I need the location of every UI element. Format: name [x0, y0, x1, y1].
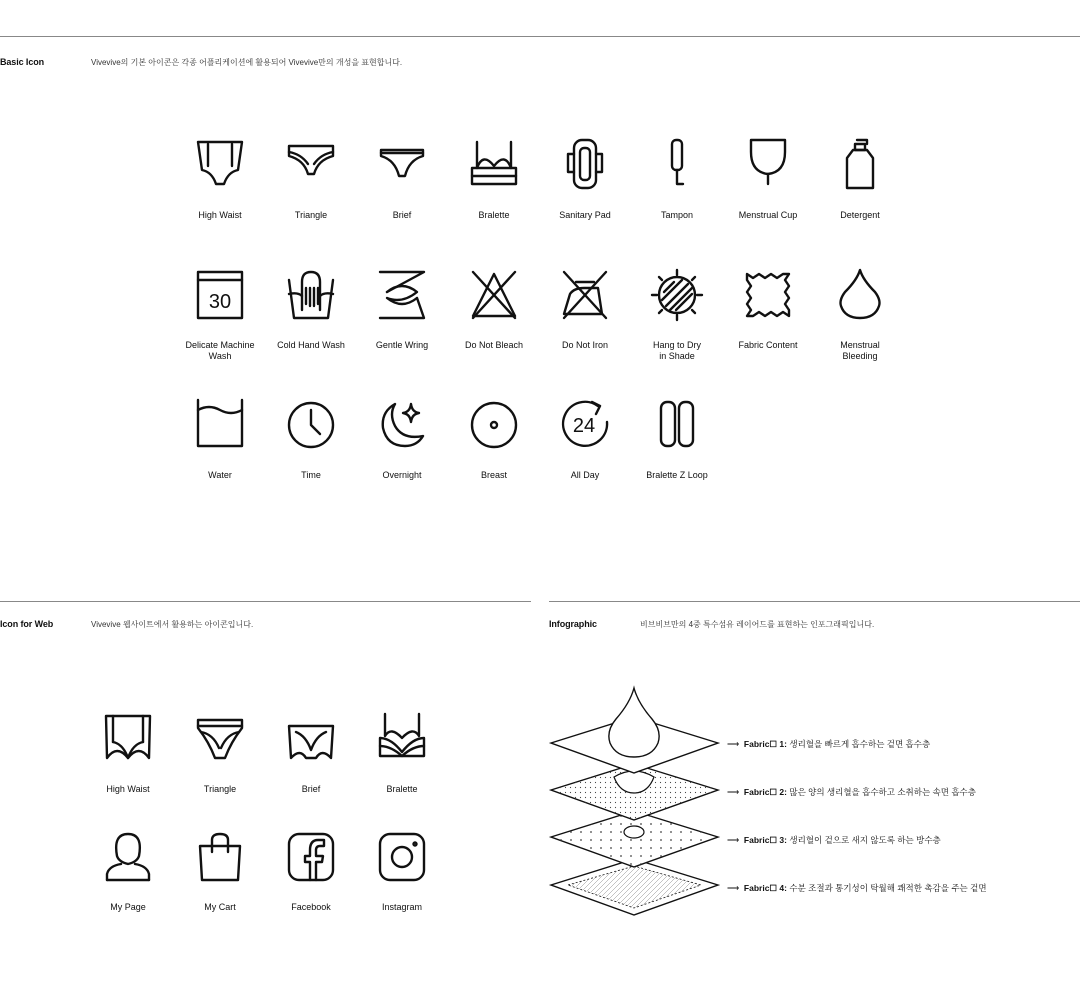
top-rule	[0, 36, 1080, 37]
breast-icon: Breast	[449, 400, 539, 510]
delicate-machine-wash-icon: 30 Delicate Machine Wash	[175, 270, 265, 380]
hang-to-dry-in-shade-icon: Hang to Dry in Shade	[632, 270, 722, 380]
web-triangle-icon: Triangle	[175, 714, 265, 824]
triangle-icon: Triangle	[266, 140, 356, 250]
tampon-icon: Tampon	[632, 140, 722, 250]
time-icon: Time	[266, 400, 356, 510]
bralette-z-loop-icon: Bralette Z Loop	[632, 400, 722, 510]
menstrual-bleeding-icon: Menstrual Bleeding	[815, 270, 905, 380]
basic-desc: Vivevive의 기본 아이콘은 각종 어플리케이션에 활용되어 Vivevive만의 개성을 표현합니다.	[91, 58, 403, 67]
arrow-right-icon: ⟶	[727, 787, 740, 797]
info-desc: 비브비브만의 4중 특수섬유 레이어드를 표현하는 인포그래픽입니다.	[640, 620, 875, 629]
gentle-wring-icon: Gentle Wring	[357, 270, 447, 380]
sanitary-pad-icon: Sanitary Pad	[540, 140, 630, 250]
brief-icon: Brief	[357, 140, 447, 250]
overnight-icon: Overnight	[357, 400, 447, 510]
web-desc: Vivevive 웹사이트에서 활용하는 아이콘입니다.	[91, 620, 254, 629]
facebook-icon[interactable]: Facebook	[266, 832, 356, 942]
layer-2-caption: ⟶ Fabric☐ 2: 많은 양의 생리혈을 흡수하고 소취하는 속면 흡수층	[727, 787, 976, 797]
do-not-bleach-icon: Do Not Bleach	[449, 270, 539, 380]
arrow-right-icon: ⟶	[727, 739, 740, 749]
web-high-waist-icon: High Waist	[83, 714, 173, 824]
info-title: Infographic	[549, 619, 597, 629]
layer-3-caption: ⟶ Fabric☐ 3: 생리혈이 겉으로 새지 않도록 하는 방수층	[727, 835, 941, 845]
arrow-right-icon: ⟶	[727, 835, 740, 845]
layer-1-caption: ⟶ Fabric☐ 1: 생리혈을 빠르게 흡수하는 겉면 흡수층	[727, 739, 931, 749]
bralette-icon: Bralette	[449, 140, 539, 250]
cold-hand-wash-icon: Cold Hand Wash	[266, 270, 356, 380]
water-icon: Water	[175, 400, 265, 510]
web-title: Icon for Web	[0, 619, 54, 629]
web-rule	[0, 601, 531, 602]
do-not-iron-icon: Do Not Iron	[540, 270, 630, 380]
high-waist-icon: High Waist	[175, 140, 265, 250]
my-cart-icon[interactable]: My Cart	[175, 832, 265, 942]
detergent-icon: Detergent	[815, 140, 905, 250]
menstrual-cup-icon: Menstrual Cup	[723, 140, 813, 250]
web-brief-icon: Brief	[266, 714, 356, 824]
svg-text:30: 30	[208, 291, 232, 313]
all-day-icon: 24 All Day	[540, 400, 630, 510]
my-page-icon[interactable]: My Page	[83, 832, 173, 942]
info-rule	[549, 601, 1080, 602]
web-bralette-icon: Bralette	[357, 714, 447, 824]
instagram-icon[interactable]: Instagram	[357, 832, 447, 942]
svg-text:24: 24	[572, 415, 596, 437]
basic-title: Basic Icon	[0, 57, 45, 67]
layer-4-caption: ⟶ Fabric☐ 4: 수분 조절과 통기성이 탁월해 쾌적한 촉감을 주는 겉면	[727, 883, 987, 893]
fabric-content-icon: Fabric Content	[723, 270, 813, 380]
arrow-right-icon: ⟶	[727, 883, 740, 893]
